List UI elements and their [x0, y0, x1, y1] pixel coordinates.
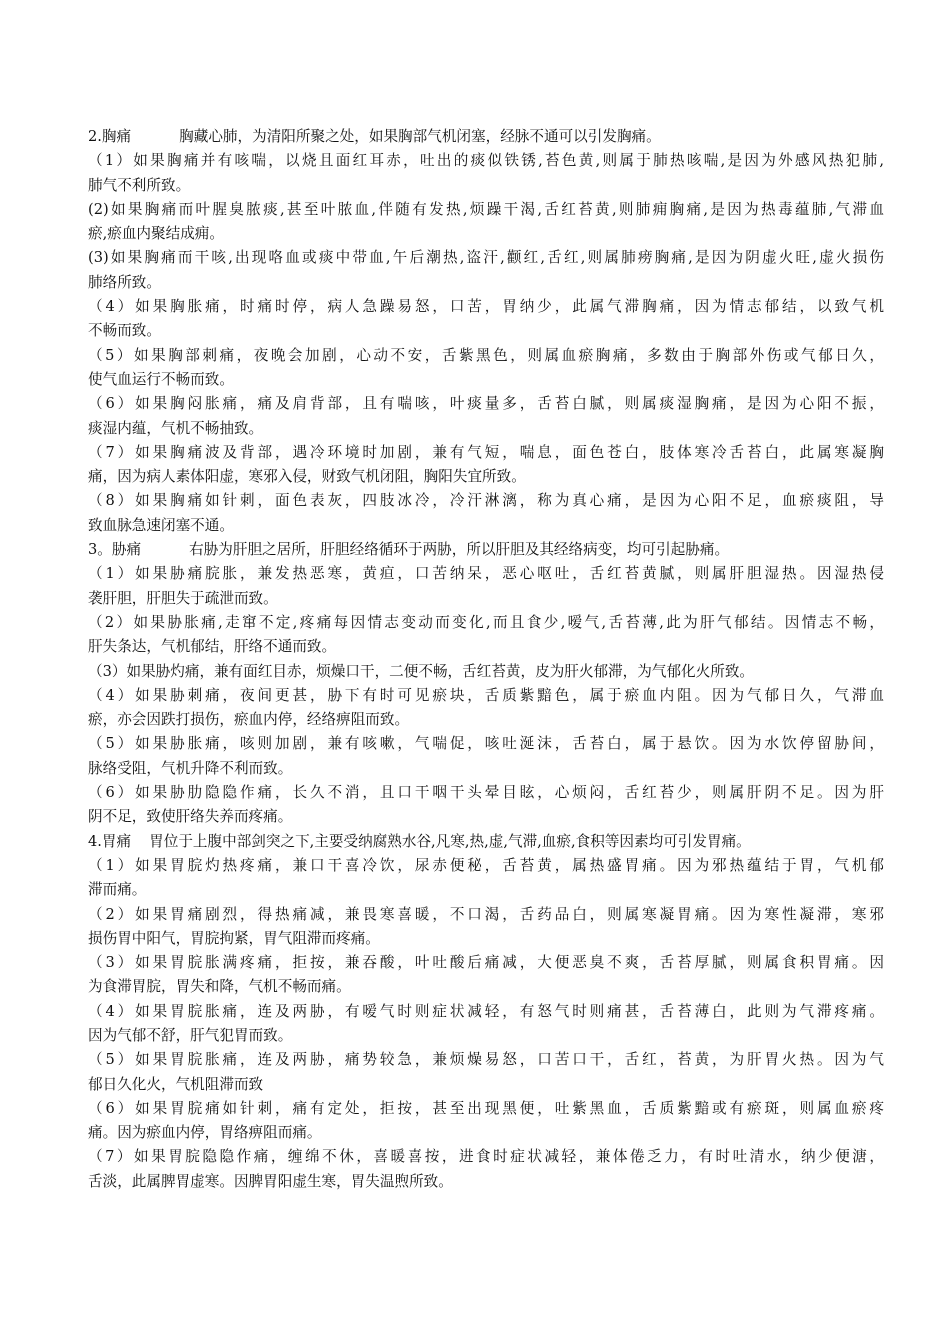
- paragraph-line: 损伤胃中阳气，胃脘拘紧，胃气阻滞而疼痛。: [88, 929, 380, 947]
- paragraph-line: （6）如果胃脘痛如针刺，痛有定处，拒按，甚至出现黑便，吐紫黑血，舌质紫黯或有瘀斑，则属血瘀疼: [88, 1099, 884, 1117]
- paragraph-line: (2)如果胸痛而叶腥臭脓痰,甚至叶脓血,伴随有发热,烦躁干渴,舌红苔黄,则肺痈胸痛,是因为热毒蕴肺,气滞血: [88, 200, 884, 218]
- paragraph-line: （1）如果胁痛脘胀，兼发热恶寒，黄疸，口苦纳呆，恶心呕吐，舌红苔黄腻，则属肝胆湿热。因湿热侵: [88, 565, 884, 583]
- paragraph-line: 肺气不利所致。: [88, 176, 191, 194]
- paragraph-line: （6）如果胁肋隐隐作痛，长久不消，且口干咽干头晕目眩，心烦闷，舌红苔少，则属肝阴不足。因为肝: [88, 784, 884, 802]
- paragraph-line: 痰湿内蕴，气机不畅抽致。: [88, 419, 264, 437]
- paragraph-line: （6）如果胸闷胀痛，痛及肩背部，且有喘咳，叶痰量多，舌苔白腻，则属痰湿胸痛，是因为心阳不振，: [88, 395, 884, 413]
- section-2-heading-line: [88, 125, 884, 149]
- paragraph-line: 肺络所致。: [88, 273, 161, 291]
- paragraph-line: （3）如果胁灼痛，兼有面红目赤，烦燥口干，二便不畅，舌红苔黄，皮为肝火郁滞，为气郁化火所致。: [88, 662, 755, 680]
- paragraph-line: （7）如果胃脘隐隐作痛，缠绵不休，喜暖喜按，进食时症状减轻，兼体倦乏力，有时吐清水，纳少便溏，: [88, 1148, 884, 1166]
- paragraph-line: 瘀，亦会因跌打损伤，瘀血内停，经络痹阻而致。: [88, 711, 410, 729]
- section-3-intro: 右胁为肝胆之居所，肝胆经络循环于两胁，所以肝胆及其经络病变，均可引起胁痛。: [189, 541, 730, 559]
- paragraph-line: 痛。因为瘀血内停，胃络痹阻而痛。: [88, 1124, 322, 1142]
- paragraph-line: （4）如果胸胀痛，时痛时停，病人急躁易怒，口苦，胃纳少，此属气滞胸痛，因为情志郁结，以致气机: [88, 298, 884, 316]
- section-4-intro: 胃位于上腹中部剑突之下,主要受纳腐熟水谷,凡寒,热,虚,气滞,血瘀,食积等因素均可引发胃痛。: [149, 832, 751, 850]
- paragraph-line: 因为气郁不舒，肝气犯胃而致。: [88, 1026, 293, 1044]
- paragraph-line: 致血脉急速闭塞不通。: [88, 516, 234, 534]
- paragraph-line: （4）如果胁刺痛，夜间更甚，胁下有时可见瘀块，舌质紫黯色，属于瘀血内阻。因为气郁日久，气滞血: [88, 686, 884, 704]
- paragraph-line: （1）如果胸痛并有咳喘，以烧且面红耳赤，吐出的痰似铁锈,苔色黄,则属于肺热咳喘,是因为外感风热犯肺,: [88, 152, 884, 170]
- paragraph-line: (3)如果胸痛而干咳,出现咯血或痰中带血,午后潮热,盗汗,颧红,舌红,则属肺痨胸痛,是因为阴虚火旺,虚火损伤: [88, 249, 884, 267]
- paragraph-line: 郁日久化火，气机阻滞而致: [88, 1075, 264, 1093]
- section-4-heading-line: [88, 830, 884, 854]
- paragraph-line: 滞而痛。: [88, 881, 147, 899]
- paragraph-line: （3）如果胃脘胀满疼痛，拒按，兼吞酸，叶吐酸后痛减，大便恶臭不爽，舌苔厚腻，则属食积胃痛。因: [88, 954, 884, 972]
- section-3-heading: 3。胁痛: [88, 541, 142, 559]
- paragraph-line: （2）如果胁胀痛,走窜不定,疼痛每因情志变动而变化,而且食少,嗳气,舌苔薄,此为肝气郁结。因情志不畅，: [88, 613, 884, 631]
- paragraph-line: （2）如果胃痛剧烈，得热痛减，兼畏寒喜暖，不口渴，舌药品白，则属寒凝胃痛。因为寒性凝滞，寒邪: [88, 905, 884, 923]
- document-body: [88, 125, 884, 1194]
- paragraph-line: 为食滞胃脘，胃失和降，气机不畅而痛。: [88, 978, 351, 996]
- paragraph-line: （5）如果胁胀痛，咳则加剧，兼有咳嗽，气喘促，咳吐涎沫，舌苔白，属于悬饮。因为水饮停留胁间，: [88, 735, 884, 753]
- paragraph-line: 瘀,瘀血内聚结成痈。: [88, 225, 224, 243]
- paragraph-line: （7）如果胸痛波及背部，遇冷环境时加剧，兼有气短，喘息，面色苍白，肢体寒冷舌苔白，此属寒凝胸: [88, 443, 884, 461]
- paragraph-line: （8）如果胸痛如针刺，面色表灰，四肢冰冷，冷汗淋漓，称为真心痛，是因为心阳不足，血瘀痰阻，导: [88, 492, 884, 510]
- section-2-intro: 胸藏心肺，为清阳所聚之处，如果胸部气机闭塞，经脉不通可以引发胸痛。: [179, 128, 661, 145]
- section-3-heading-line: [88, 538, 884, 562]
- paragraph-line: 舌淡，此属脾胃虚寒。因脾胃阳虚生寒，胃失温煦所致。: [88, 1172, 453, 1190]
- paragraph-line: （5）如果胸部刺痛，夜晚会加剧，心动不安，舌紫黑色，则属血瘀胸痛，多数由于胸部外伤或气郁日久，: [88, 346, 884, 364]
- paragraph-line: （4）如果胃脘胀痛，连及两胁，有嗳气时则症状减轻，有怒气时则痛甚，舌苔薄白，此则为气滞疼痛。: [88, 1002, 884, 1020]
- paragraph-line: 使气血运行不畅而致。: [88, 370, 234, 388]
- paragraph-line: （1）如果胃脘灼热疼痛，兼口干喜冷饮，尿赤便秘，舌苔黄，属热盛胃痛。因为邪热蕴结于胃，气机郁: [88, 856, 884, 874]
- section-2-heading: 2.胸痛: [88, 128, 132, 145]
- paragraph-line: 脉络受阻，气机升降不利而致。: [88, 759, 293, 777]
- paragraph-line: 痛，因为病人素体阳虚，寒邪入侵，财致气机闭阻，胸阳失宜所致。: [88, 468, 526, 486]
- paragraph-line: 肝失条达，气机郁结，肝络不通而致。: [88, 638, 337, 656]
- paragraph-line: 袭肝胆，肝胆失于疏泄而致。: [88, 589, 278, 607]
- section-4-heading: 4.胃痛: [88, 832, 132, 850]
- paragraph-line: （5）如果胃脘胀痛，连及两胁，痛势较急，兼烦燥易怒，口苦口干，舌红，苔黄，为肝胃火热。因为气: [88, 1051, 884, 1069]
- paragraph-line: 阴不足，致使肝络失养而疼痛。: [88, 808, 293, 826]
- paragraph-line: 不畅而致。: [88, 322, 161, 340]
